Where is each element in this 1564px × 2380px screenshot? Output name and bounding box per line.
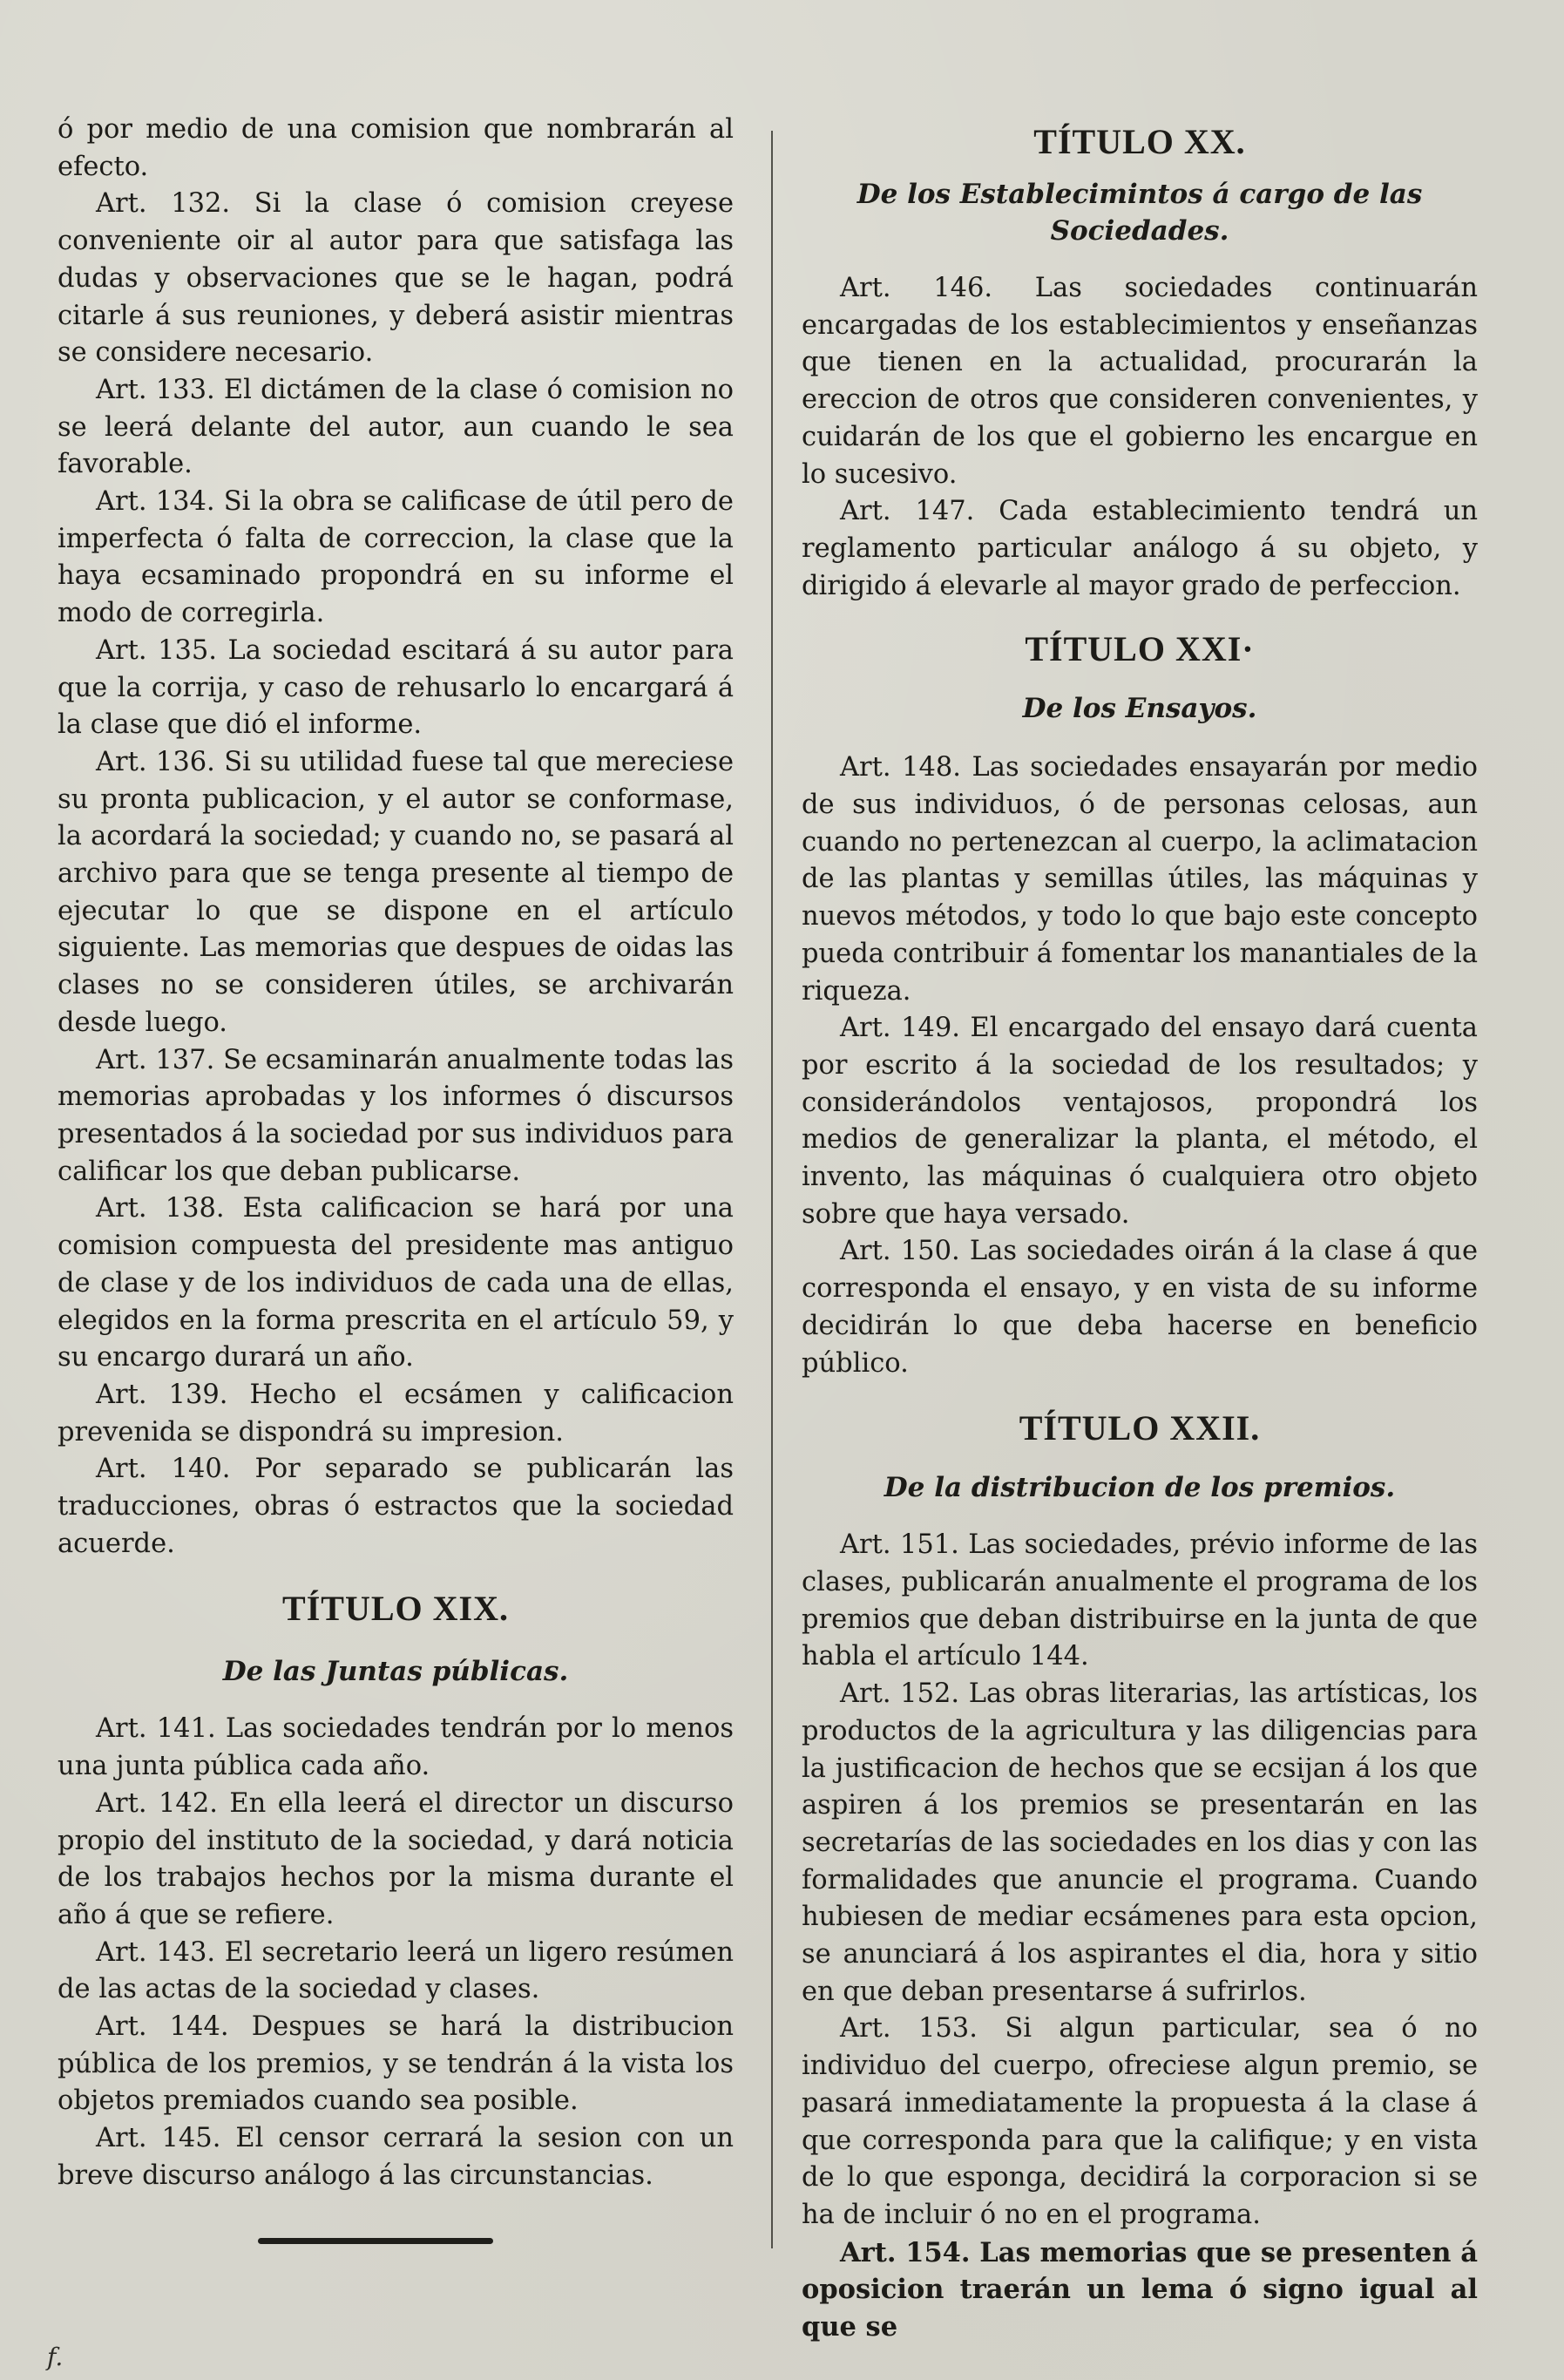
article-146: Art. 146. Las sociedades continuarán encargadas de los establecimientos y enseñanzas que tienen en la actualidad, procurarán la ereccion de otros que consideren convenientes, y cuidarán de los que el gobierno les encargue en lo sucesivo.	[802, 273, 1478, 490]
section-title-xxii: TÍTULO XXII.	[1019, 1408, 1261, 1448]
article-152: Art. 152. Las obras literarias, las artísticas, los productos de la agricultura y las diligencias para la justificacion de hechos que se ecsijan á los que aspiren á los premios se presentarán en las secretarías de las sociedades en los dias y con las formalidades que anuncie el programa. Cuando hubiesen de mediar ecsámenes para esta opcion, se anunciará á los aspirantes el dia, hora y sitio en que deban presentarse á sufrirlos.	[802, 1678, 1478, 2007]
article-140: Art. 140. Por separado se publicarán las traducciones, obras ó estractos que la sociedad acuerde.	[58, 1454, 734, 1559]
article-147: Art. 147. Cada establecimiento tendrá un reglamento particular análogo á su objeto, y dirigido á elevarle al mayor grado de perfeccion.	[802, 496, 1478, 601]
section-subtitle-xix: De las Juntas públicas.	[222, 1656, 569, 1688]
article-133: Art. 133. El dictámen de la clase ó comision no se leerá delante del autor, aun cuando le sea favorable.	[58, 374, 734, 480]
article-139: Art. 139. Hecho el ecsámen y calificacion prevenida se dispondrá su impresion.	[58, 1379, 734, 1448]
article-141: Art. 141. Las sociedades tendrán por lo menos una junta pública cada año.	[58, 1713, 734, 1782]
section-title-xxi: TÍTULO XXI·	[1025, 629, 1255, 669]
end-rule	[258, 2238, 493, 2244]
article-137: Art. 137. Se ecsaminarán anualmente todas las memorias aprobadas y los informes ó discursos presentados á la sociedad por sus individuos para calificar los que deban publicarse.	[58, 1044, 734, 1187]
right-column	[802, 112, 1478, 2346]
article-151: Art. 151. Las sociedades, prévio informe de las clases, publicarán anualmente el programa de los premios que deban distribuirse en la junta de que habla el artículo 144.	[802, 1529, 1478, 1672]
section-subtitle-xxi: De los Ensayos.	[1022, 693, 1257, 725]
article-135: Art. 135. La sociedad escitará á su autor para que la corrija, y caso de rehusarlo lo encargará á la clase que dió el informe.	[58, 634, 734, 741]
left-column	[58, 112, 734, 2195]
article-148: Art. 148. Las sociedades ensayarán por medio de sus individuos, ó de personas celosas, aun cuando no pertenezcan al cuerpo, la aclimatacion de las plantas y semillas útiles, las máquinas y nuevos métodos, y todo lo que bajo este concepto pueda contribuir á fomentar los manantiales de la riqueza.	[802, 752, 1478, 1007]
article-142: Art. 142. En ella leerá el director un discurso propio del instituto de la sociedad, y dará noticia de los trabajos hechos por la misma durante el año á que se refiere.	[58, 1787, 734, 1930]
article-138: Art. 138. Esta calificacion se hará por una comision compuesta del presidente mas antiguo de clase y de los individuos de cada una de ellas, elegidos en la forma prescrita en el artículo 59, y su encargo durará un año.	[58, 1193, 734, 1373]
article-150: Art. 150. Las sociedades oirán á la clase á que corresponda el ensayo, y en vista de su informe decidirán lo que deba hacerse en beneficio público.	[802, 1236, 1478, 1379]
article-154: Art. 154. Las memorias que se presenten á oposicion traerán un lema ó signo igual al que se	[802, 2236, 1478, 2343]
article-149: Art. 149. El encargado del ensayo dará cuenta por escrito á la sociedad de los resultados; y considerándolos ventajosos, propondrá los medios de generalizar la planta, el método, el invento, las máquinas ó cualquiera otro objeto sobre que haya versado.	[802, 1013, 1478, 1230]
article-144: Art. 144. Despues se hará la distribucion pública de los premios, y se tendrán á la vista los objetos premiados cuando sea posible.	[58, 2011, 734, 2117]
column-divider	[771, 131, 773, 2248]
page-signature-mark: f.	[47, 2343, 64, 2371]
section-title-xx: TÍTULO XX.	[1033, 122, 1246, 161]
paragraph-continuation: ó por medio de una comision que nombrarán al efecto.	[58, 114, 734, 182]
article-153: Art. 153. Si algun particular, sea ó no individuo del cuerpo, ofreciese algun premio, se pasará inmediatamente la propuesta á la clase á que corresponda para que la califique; y en vista de lo que esponga, decidirá la corporacion si se ha de incluir ó no en el programa.	[802, 2013, 1478, 2230]
section-subtitle-xxii: De la distribucion de los premios.	[884, 1472, 1396, 1504]
article-134: Art. 134. Si la obra se calificase de útil pero de imperfecta ó falta de correccion, la clase que la haya ecsaminado propondrá en su informe el modo de corregirla.	[58, 486, 734, 629]
section-subtitle-xx: De los Establecimintos á cargo de las Sociedades.	[856, 179, 1423, 247]
article-132: Art. 132. Si la clase ó comision creyese conveniente oir al autor para que satisfaga las dudas y observaciones que se le hagan, podrá citarle á sus reuniones, y deberá asistir mientras se considere necesario.	[58, 188, 734, 369]
article-136: Art. 136. Si su utilidad fuese tal que mereciese su pronta publicacion, y el autor se conformase, la acordará la sociedad; y cuando no, se pasará al archivo para que se tenga presente al tiempo de ejecutar lo que se dispone en el artículo siguiente. Las memorias que despues de oidas las clases no se consideren útiles, se archivarán desde luego.	[58, 746, 734, 1038]
section-title-xix: TÍTULO XIX.	[282, 1589, 509, 1629]
article-145: Art. 145. El censor cerrará la sesion con un breve discurso análogo á las circunstancias.	[58, 2123, 734, 2191]
article-143: Art. 143. El secretario leerá un ligero resúmen de las actas de la sociedad y clases.	[58, 1936, 734, 2005]
